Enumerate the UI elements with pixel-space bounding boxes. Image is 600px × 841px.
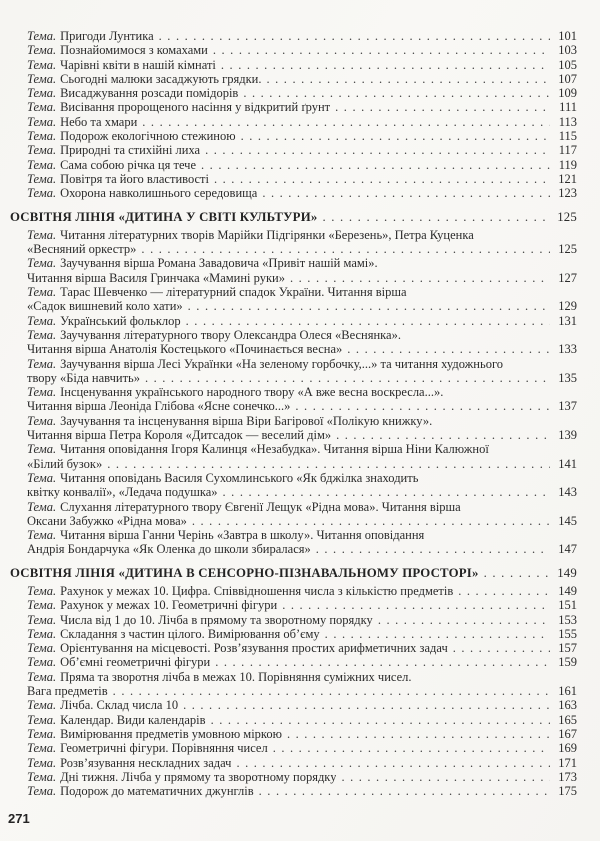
- entry-label: Тема.: [27, 784, 57, 799]
- toc-section-heading: [10, 566, 577, 580]
- leader-dots: [141, 242, 550, 256]
- toc-entry-row: [10, 43, 577, 57]
- entry-text: Пригоди Лунтика: [60, 29, 154, 43]
- entry-text: Тарас Шевченко — літературний спадок України. Читання вірша: [60, 285, 407, 300]
- leader-dots: [145, 371, 550, 385]
- entry-text: Числа від 1 до 10. Лічба в прямому та зворотному порядку: [60, 612, 373, 627]
- entry-page-number: 135: [558, 370, 577, 385]
- leader-dots: [221, 58, 550, 72]
- leader-dots: [453, 641, 550, 655]
- entry-text: Лічба. Склад числа 10: [60, 698, 179, 713]
- toc-entry-row: [10, 172, 577, 186]
- section-page-number: 149: [557, 565, 577, 580]
- leader-dots: [236, 756, 550, 770]
- entry-page-number: 171: [558, 755, 577, 770]
- toc-entry-row: [10, 228, 577, 242]
- entry-text: Орієнтування на місцевості. Розв’язування простих арифметичних задач: [60, 641, 448, 656]
- leader-dots: [341, 770, 550, 784]
- leader-dots: [347, 342, 550, 356]
- toc-entry-row: [10, 143, 577, 157]
- toc-entry-row: [10, 528, 577, 542]
- leader-dots: [290, 271, 550, 285]
- entry-label: Тема.: [27, 612, 57, 627]
- toc-entry-row: [10, 641, 577, 655]
- leader-dots: [142, 115, 550, 129]
- leader-dots: [335, 100, 550, 114]
- toc-continuation-row: [10, 428, 577, 442]
- toc-entry-row: [10, 357, 577, 371]
- entry-page-number: 159: [558, 655, 577, 670]
- entry-text: Читання вірша Леоніда Глібова «Ясне сонечко...»: [27, 399, 291, 414]
- entry-text: Складання з частин цілого. Вимірювання об’єму: [60, 626, 320, 641]
- entry-page-number: 151: [558, 598, 577, 613]
- entry-text: «Садок вишневий коло хати»: [27, 299, 183, 314]
- entry-page-number: 147: [558, 542, 577, 557]
- leader-dots: [484, 566, 550, 580]
- entry-label: Тема.: [27, 499, 57, 514]
- entry-label: Тема.: [27, 114, 57, 129]
- entry-label: Тема.: [27, 528, 57, 543]
- toc-entry-row: [10, 86, 577, 100]
- leader-dots: [282, 598, 550, 612]
- entry-page-number: 125: [558, 242, 577, 257]
- entry-label: Тема.: [27, 626, 57, 641]
- toc-entry-row: [10, 58, 577, 72]
- entry-text: Подорож до математичних джунглів: [60, 784, 254, 799]
- entry-label: Тема.: [27, 356, 57, 371]
- entry-text: Природні та стихійні лиха: [60, 143, 201, 158]
- entry-page-number: 149: [558, 583, 577, 598]
- toc-entry-row: [10, 186, 577, 200]
- entry-text: Рахунок у межах 10. Геометричні фігури: [60, 598, 278, 613]
- entry-text: Пряма та зворотня лічба в межах 10. Порівняння суміжних чисел.: [60, 669, 412, 684]
- entry-text: Подорож екологічною стежиною: [60, 129, 236, 144]
- toc-entry-row: [10, 713, 577, 727]
- entry-text: квітку конвалії», «Ледача подушка»: [27, 485, 218, 500]
- entry-text: «Весняний оркестр»: [27, 242, 137, 257]
- entry-page-number: 113: [558, 114, 577, 129]
- entry-text: Познайомимося з комахами: [60, 43, 208, 58]
- leader-dots: [295, 399, 550, 413]
- toc-rows: [10, 29, 577, 798]
- leader-dots: [113, 684, 550, 698]
- entry-label: Тема.: [27, 327, 57, 342]
- entry-page-number: 155: [558, 626, 577, 641]
- entry-label: Тема.: [27, 598, 57, 613]
- entry-text: Читання вірша Анатолія Костецького «Починається весна»: [27, 342, 343, 357]
- toc-entry-row: [10, 115, 577, 129]
- entry-label: Тема.: [27, 313, 57, 328]
- leader-dots: [201, 158, 550, 172]
- entry-text: Геометричні фігури. Порівняння чисел: [60, 741, 268, 756]
- toc-entry-row: [10, 471, 577, 485]
- entry-label: Тема.: [27, 129, 57, 144]
- toc-entry-row: [10, 314, 577, 328]
- entry-label: Тема.: [27, 43, 57, 58]
- entry-label: Тема.: [27, 741, 57, 756]
- entry-text: Чарівні квіти в нашій кімнаті: [60, 57, 216, 72]
- entry-page-number: 137: [558, 399, 577, 414]
- entry-text: Український фольклор: [60, 313, 181, 328]
- entry-text: Вага предметів: [27, 684, 108, 699]
- entry-label: Тема.: [27, 669, 57, 684]
- entry-text: твору «Біда навчить»: [27, 370, 140, 385]
- toc-entry-row: [10, 414, 577, 428]
- toc-continuation-row: [10, 684, 577, 698]
- entry-label: Тема.: [27, 57, 57, 72]
- entry-label: Тема.: [27, 100, 57, 115]
- entry-label: Тема.: [27, 86, 57, 101]
- toc-entry-row: [10, 727, 577, 741]
- toc-entry-row: [10, 129, 577, 143]
- entry-text: Сьогодні малюки засаджують грядки.: [60, 71, 262, 86]
- toc-entry-row: [10, 256, 577, 270]
- toc-continuation-row: [10, 299, 577, 313]
- leader-dots: [316, 542, 550, 556]
- leader-dots: [107, 457, 550, 471]
- entry-text: Рахунок у межах 10. Цифра. Співвідношення числа з кількістю предметів: [60, 583, 454, 598]
- toc-entry-row: [10, 584, 577, 598]
- entry-label: Тема.: [27, 755, 57, 770]
- entry-label: Тема.: [27, 285, 57, 300]
- entry-text: Повітря та його властивості: [60, 171, 209, 186]
- toc-entry-row: [10, 613, 577, 627]
- entry-label: Тема.: [27, 641, 57, 656]
- entry-label: Тема.: [27, 385, 57, 400]
- leader-dots: [192, 514, 550, 528]
- toc-continuation-row: [10, 542, 577, 556]
- entry-text: Слухання літературного твору Євгенії Лещук «Рідна мова». Читання вірша: [60, 499, 461, 514]
- entry-text: Читання вірша Ганни Черінь «Завтра в школу». Читання оповідання: [60, 528, 425, 543]
- entry-text: Читання вірша Василя Гринчака «Мамині руки»: [27, 270, 285, 285]
- entry-page-number: 131: [558, 313, 577, 328]
- leader-dots: [223, 485, 550, 499]
- leader-dots: [267, 72, 551, 86]
- toc-entry-row: [10, 385, 577, 399]
- entry-text: Розв’язування нескладних задач: [60, 755, 232, 770]
- leader-dots: [159, 29, 550, 43]
- toc-entry-row: [10, 598, 577, 612]
- toc-entry-row: [10, 328, 577, 342]
- entry-page-number: 163: [558, 698, 577, 713]
- leader-dots: [325, 627, 550, 641]
- section-page-number: 125: [557, 209, 577, 224]
- leader-dots: [259, 784, 550, 798]
- entry-label: Тема.: [27, 470, 57, 485]
- toc-continuation-row: [10, 371, 577, 385]
- section-heading-text: ОСВІТНЯ ЛІНІЯ «ДИТИНА У СВІТІ КУЛЬТУРИ»: [10, 209, 318, 224]
- entry-text: Вимірювання предметів умовною міркою: [60, 726, 282, 741]
- entry-label: Тема.: [27, 698, 57, 713]
- entry-text: Заучування та інсценування вірша Віри Багірової «Полікую книжку».: [60, 413, 433, 428]
- leader-dots: [378, 613, 550, 627]
- toc-entry-row: [10, 72, 577, 86]
- entry-page-number: 141: [558, 456, 577, 471]
- entry-text: Інсценування українського народного твору «А вже весна воскресла...».: [60, 385, 444, 400]
- entry-text: Андрія Бондарчука «Як Оленка до школи збиралася»: [27, 542, 311, 557]
- leader-dots: [213, 43, 550, 57]
- entry-page-number: 143: [558, 485, 577, 500]
- entry-page-number: 103: [558, 43, 577, 58]
- entry-text: Читання оповідань Василя Сухомлинського «Як бджілка знаходить: [60, 470, 419, 485]
- entry-page-number: 157: [558, 641, 577, 656]
- entry-label: Тема.: [27, 655, 57, 670]
- entry-text: Читання літературних творів Марійки Підгірянки «Березень», Петра Куценка: [60, 227, 474, 242]
- leader-dots: [188, 299, 550, 313]
- entry-text: Оксани Забужко «Рідна мова»: [27, 513, 187, 528]
- entry-text: Висаджування розсади помідорів: [60, 86, 239, 101]
- entry-label: Тема.: [27, 29, 57, 43]
- toc-entry-row: [10, 670, 577, 684]
- leader-dots: [243, 86, 550, 100]
- entry-page-number: 127: [558, 270, 577, 285]
- section-heading-text: ОСВІТНЯ ЛІНІЯ «ДИТИНА В СЕНСОРНО-ПІЗНАВАЛЬНОМУ ПРОСТОРІ»: [10, 565, 479, 580]
- footer-page-number: 271: [8, 810, 30, 826]
- entry-text: Охорона навколишнього середовища: [60, 186, 258, 201]
- entry-page-number: 105: [558, 57, 577, 72]
- entry-page-number: 109: [558, 86, 577, 101]
- toc-entry-row: [10, 442, 577, 456]
- toc-continuation-row: [10, 514, 577, 528]
- entry-page-number: 133: [558, 342, 577, 357]
- leader-dots: [214, 172, 550, 186]
- toc-continuation-row: [10, 342, 577, 356]
- entry-page-number: 153: [558, 612, 577, 627]
- leader-dots: [211, 713, 550, 727]
- entry-page-number: 129: [558, 299, 577, 314]
- leader-dots: [336, 428, 550, 442]
- entry-page-number: 139: [558, 428, 577, 443]
- entry-page-number: 117: [558, 143, 577, 158]
- entry-label: Тема.: [27, 726, 57, 741]
- entry-label: Тема.: [27, 227, 57, 242]
- entry-label: Тема.: [27, 413, 57, 428]
- entry-page-number: 111: [559, 100, 577, 115]
- entry-text: Заучування літературного твору Олександра Олеся «Веснянка».: [60, 327, 401, 342]
- entry-page-number: 115: [558, 129, 577, 144]
- leader-dots: [215, 655, 550, 669]
- entry-text: «Білий бузок»: [27, 456, 103, 471]
- leader-dots: [262, 186, 550, 200]
- leader-dots: [273, 741, 550, 755]
- toc-section-heading: [10, 210, 577, 224]
- entry-page-number: 121: [558, 171, 577, 186]
- toc-entry-row: [10, 784, 577, 798]
- entry-page-number: 101: [558, 29, 577, 43]
- toc-continuation-row: [10, 399, 577, 413]
- leader-dots: [241, 129, 550, 143]
- entry-page-number: 167: [558, 726, 577, 741]
- toc-entry-row: [10, 655, 577, 669]
- toc-entry-row: [10, 500, 577, 514]
- entry-page-number: 175: [558, 784, 577, 799]
- entry-page-number: 169: [558, 741, 577, 756]
- toc-continuation-row: [10, 242, 577, 256]
- entry-label: Тема.: [27, 442, 57, 457]
- entry-text: Читання оповідання Ігоря Калинця «Незабудка». Читання вірша Ніни Калюжної: [60, 442, 489, 457]
- entry-page-number: 165: [558, 712, 577, 727]
- entry-label: Тема.: [27, 256, 57, 271]
- entry-text: Небо та хмари: [60, 114, 138, 129]
- toc-continuation-row: [10, 485, 577, 499]
- entry-label: Тема.: [27, 71, 57, 86]
- entry-page-number: 123: [558, 186, 577, 201]
- entry-text: Заучування вірша Лесі Українки «На зеленому горбочку,...» та читання художнього: [60, 356, 504, 371]
- toc-entry-row: [10, 698, 577, 712]
- toc-entry-row: [10, 770, 577, 784]
- entry-text: Календар. Види календарів: [60, 712, 206, 727]
- entry-text: Дні тижня. Лічба у прямому та зворотному порядку: [60, 769, 337, 784]
- toc-entry-row: [10, 756, 577, 770]
- entry-page-number: 173: [558, 769, 577, 784]
- entry-text: Сама собою річка ця тече: [60, 157, 197, 172]
- toc-entry-row: [10, 158, 577, 172]
- toc-continuation-row: [10, 457, 577, 471]
- entry-text: Читання вірша Петра Короля «Дитсадок — веселий дім»: [27, 428, 332, 443]
- entry-label: Тема.: [27, 157, 57, 172]
- entry-label: Тема.: [27, 583, 57, 598]
- leader-dots: [458, 584, 550, 598]
- leader-dots: [205, 143, 550, 157]
- toc-entry-row: [10, 627, 577, 641]
- toc-entry-row: [10, 741, 577, 755]
- entry-page-number: 161: [558, 684, 577, 699]
- entry-page-number: 145: [558, 513, 577, 528]
- leader-dots: [186, 314, 550, 328]
- entry-label: Тема.: [27, 143, 57, 158]
- entry-text: Заучування вірша Романа Завадовича «Привіт нашій мамі».: [60, 256, 378, 271]
- toc-entry-row: [10, 29, 577, 43]
- leader-dots: [183, 698, 550, 712]
- entry-text: Об’ємні геометричні фігури: [60, 655, 211, 670]
- toc-entry-row: [10, 100, 577, 114]
- leader-dots: [287, 727, 550, 741]
- entry-label: Тема.: [27, 769, 57, 784]
- entry-page-number: 119: [558, 157, 577, 172]
- toc-continuation-row: [10, 271, 577, 285]
- entry-text: Висівання пророщеного насіння у відкритий ґрунт: [60, 100, 331, 115]
- entry-label: Тема.: [27, 171, 57, 186]
- leader-dots: [322, 210, 550, 224]
- toc-entry-row: [10, 285, 577, 299]
- entry-label: Тема.: [27, 186, 57, 201]
- entry-label: Тема.: [27, 712, 57, 727]
- entry-page-number: 107: [558, 71, 577, 86]
